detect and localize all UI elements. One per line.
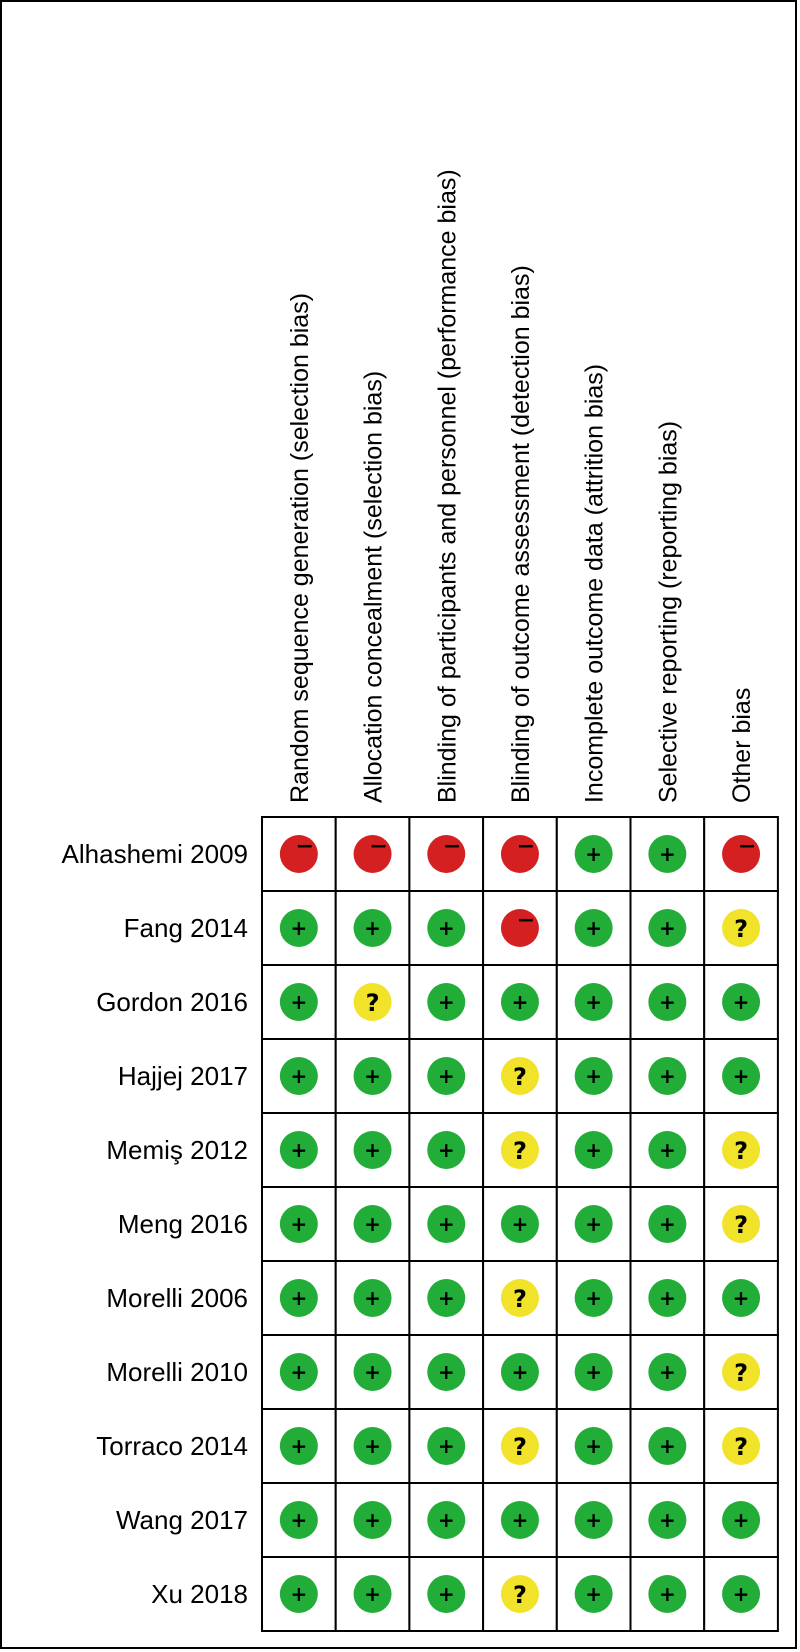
rating-low-symbol: + xyxy=(290,1582,308,1606)
rating-low-symbol: + xyxy=(585,990,603,1014)
column-header: Allocation concealment (selection bias) xyxy=(359,370,388,803)
rating-low-symbol: + xyxy=(364,1434,381,1458)
rating-high-symbol: − xyxy=(516,908,536,933)
risk-of-bias-grid xyxy=(2,2,799,1651)
rating-low-symbol: + xyxy=(364,1360,381,1384)
rating-low-symbol: + xyxy=(732,1582,750,1606)
rating-low-symbol: + xyxy=(585,1360,603,1384)
rating-unclear-symbol: ? xyxy=(734,1137,749,1165)
study-label: Xu 2018 xyxy=(151,1579,248,1609)
rating-low-symbol: + xyxy=(658,1064,676,1088)
rating-low-symbol: + xyxy=(585,1582,603,1606)
rating-low-symbol: + xyxy=(290,916,308,940)
rating-low-symbol: + xyxy=(290,990,308,1014)
rating-low-symbol: + xyxy=(585,916,603,940)
rating-low-symbol: + xyxy=(364,1138,381,1162)
rating-low-symbol: + xyxy=(437,1138,455,1162)
rating-low-symbol: + xyxy=(290,1360,308,1384)
rating-low-symbol: + xyxy=(364,916,381,940)
study-label: Alhashemi 2009 xyxy=(61,839,248,869)
rating-unclear-symbol: ? xyxy=(734,1433,749,1461)
study-label: Gordon 2016 xyxy=(96,987,248,1017)
rating-low-symbol: + xyxy=(658,990,676,1014)
column-header: Blinding of participants and personnel (performance bias) xyxy=(433,169,462,803)
column-header: Blinding of outcome assessment (detection bias) xyxy=(506,265,535,803)
rating-low-symbol: + xyxy=(437,916,455,940)
rating-low-symbol: + xyxy=(732,1286,750,1310)
rating-low-symbol: + xyxy=(364,1286,381,1310)
rating-unclear-symbol: ? xyxy=(734,1359,749,1387)
rating-low-symbol: + xyxy=(658,842,676,866)
rating-unclear-symbol: ? xyxy=(734,1211,749,1239)
column-header: Random sequence generation (selection bias) xyxy=(285,292,314,803)
rating-low-symbol: + xyxy=(511,990,529,1014)
rating-low-symbol: + xyxy=(585,1212,603,1236)
rating-high-symbol: − xyxy=(369,834,388,859)
rating-unclear-symbol: ? xyxy=(512,1137,527,1165)
rating-low-symbol: + xyxy=(290,1064,308,1088)
rating-unclear-symbol: ? xyxy=(512,1433,527,1461)
rating-low-symbol: + xyxy=(732,1508,750,1532)
rating-low-symbol: + xyxy=(511,1212,529,1236)
rating-low-symbol: + xyxy=(732,1064,750,1088)
study-label: Memiş 2012 xyxy=(106,1135,248,1165)
rating-low-symbol: + xyxy=(290,1508,308,1532)
rating-low-symbol: + xyxy=(364,1064,381,1088)
rating-low-symbol: + xyxy=(658,1434,676,1458)
rating-low-symbol: + xyxy=(437,1508,455,1532)
study-label: Hajjej 2017 xyxy=(117,1061,248,1091)
rating-low-symbol: + xyxy=(511,1508,529,1532)
rating-low-symbol: + xyxy=(585,1434,603,1458)
rating-low-symbol: + xyxy=(437,1360,455,1384)
rating-high-symbol: − xyxy=(516,834,536,859)
rating-low-symbol: + xyxy=(437,990,455,1014)
rating-low-symbol: + xyxy=(732,990,750,1014)
column-header: Selective reporting (reporting bias) xyxy=(654,420,683,803)
rating-high-symbol: − xyxy=(737,834,757,859)
study-label: Morelli 2010 xyxy=(106,1357,248,1387)
rating-low-symbol: + xyxy=(437,1434,455,1458)
study-label: Morelli 2006 xyxy=(106,1283,248,1313)
rating-unclear-symbol: ? xyxy=(512,1063,527,1091)
rating-low-symbol: + xyxy=(658,1508,676,1532)
rating-low-symbol: + xyxy=(290,1212,308,1236)
rating-low-symbol: + xyxy=(290,1434,308,1458)
rating-high-symbol: − xyxy=(295,834,315,859)
study-label: Wang 2017 xyxy=(115,1505,248,1535)
rating-low-symbol: + xyxy=(658,1212,676,1236)
rating-low-symbol: + xyxy=(658,916,676,940)
rating-low-symbol: + xyxy=(585,842,603,866)
rating-low-symbol: + xyxy=(290,1286,308,1310)
study-label: Fang 2014 xyxy=(123,913,248,943)
study-label: Meng 2016 xyxy=(117,1209,248,1239)
rating-low-symbol: + xyxy=(585,1508,603,1532)
rating-low-symbol: + xyxy=(364,1212,381,1236)
column-header: Other bias xyxy=(728,687,757,803)
rating-low-symbol: + xyxy=(585,1064,603,1088)
rating-high-symbol: − xyxy=(443,834,462,859)
rating-low-symbol: + xyxy=(437,1212,455,1236)
rating-unclear-symbol: ? xyxy=(512,1581,527,1609)
rating-low-symbol: + xyxy=(658,1582,676,1606)
rating-low-symbol: + xyxy=(511,1360,529,1384)
rating-low-symbol: + xyxy=(437,1286,455,1310)
rating-low-symbol: + xyxy=(585,1286,603,1310)
rating-low-symbol: + xyxy=(290,1138,308,1162)
rating-low-symbol: + xyxy=(658,1360,676,1384)
rating-unclear-symbol: ? xyxy=(365,989,380,1017)
rating-low-symbol: + xyxy=(585,1138,603,1162)
rating-low-symbol: + xyxy=(658,1138,676,1162)
rating-low-symbol: + xyxy=(364,1508,381,1532)
rating-low-symbol: + xyxy=(364,1582,381,1606)
rating-low-symbol: + xyxy=(658,1286,676,1310)
rating-unclear-symbol: ? xyxy=(512,1285,527,1313)
rating-unclear-symbol: ? xyxy=(734,915,749,943)
rating-low-symbol: + xyxy=(437,1582,455,1606)
column-header: Incomplete outcome data (attrition bias) xyxy=(580,363,609,803)
study-label: Torraco 2014 xyxy=(96,1431,248,1461)
rating-low-symbol: + xyxy=(437,1064,455,1088)
